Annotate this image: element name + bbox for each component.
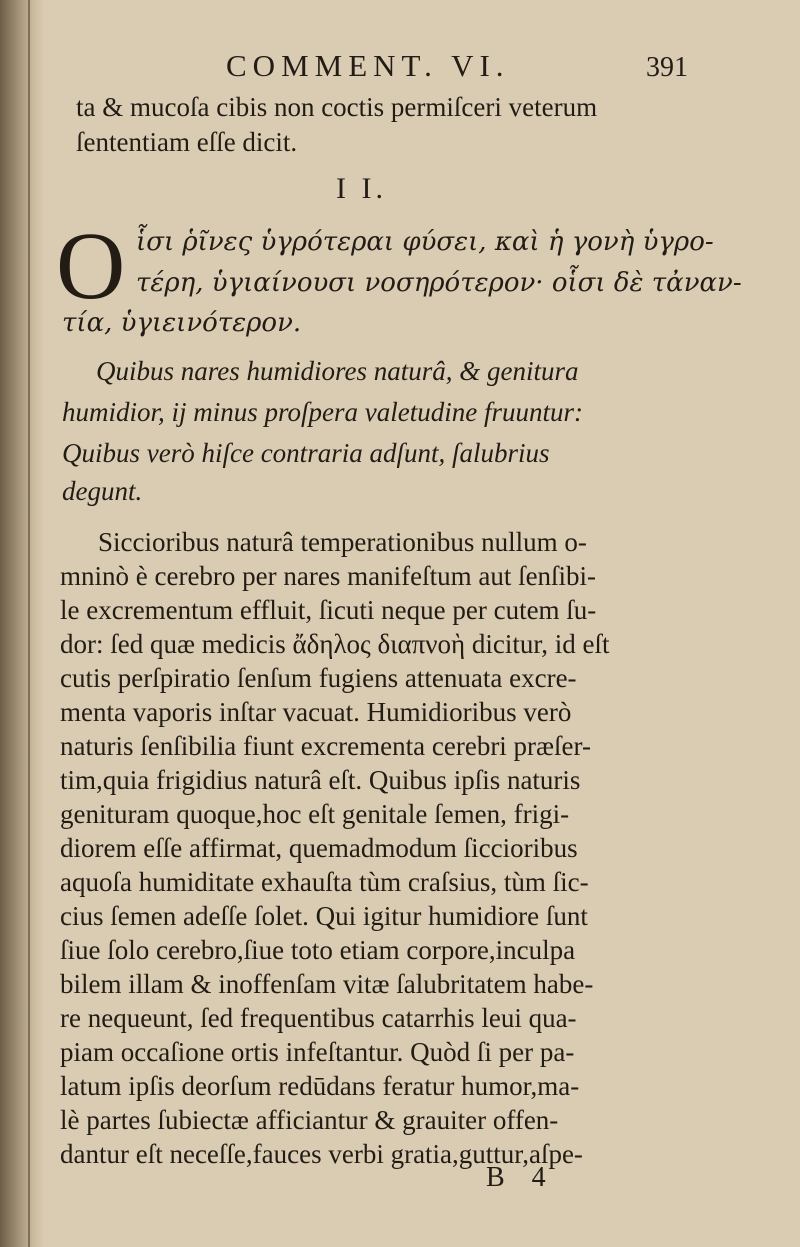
commentary-line: menta vaporis inſtar vacuat. Humidioribus verò — [60, 697, 572, 727]
running-head: COMMENT. VI. — [226, 48, 510, 83]
commentary-line: diorem eſſe affirmat, quemadmodum ſiccioribus — [60, 833, 578, 863]
book-page — [56, 40, 756, 1230]
intro-line: ſententiam eſſe dicit. — [76, 127, 298, 157]
commentary-line: lè partes ſubiectæ afficiantur & grauiter offen- — [60, 1105, 559, 1135]
gutter-edge-line — [28, 0, 30, 1247]
commentary-line: cutis perſpiratio ſenſum fugiens attenuata excre- — [60, 663, 577, 693]
commentary-line: dor: ſed quæ medicis ἄδηλος διαπνοὴ dicitur, id eſt — [60, 629, 610, 659]
signature-mark: B 4 — [486, 1162, 556, 1193]
commentary-line: ſiue ſolo cerebro,ſiue toto etiam corpore,inculpa — [60, 935, 576, 965]
greek-line: ἷσι ῥῖνες ὑγρότεραι φύσει, καὶ ἡ γονὴ ὑγρο- — [136, 227, 714, 257]
intro-line: ta & mucoſa cibis non coctis permiſceri veterum — [76, 92, 598, 122]
translation-line: humidior, ij minus proſpera valetudine fruuntur: — [62, 397, 583, 427]
greek-line: τία, ὑγιεινότερον. — [62, 308, 302, 338]
commentary-line: re nequeunt, ſed frequentibus catarrhis leui qua- — [60, 1003, 577, 1033]
commentary-line: genituram quoque,hoc eſt genitale ſemen, frigi- — [60, 799, 570, 829]
commentary-line: bilem illam & inoffenſam vitæ ſalubritatem habe- — [60, 969, 594, 999]
commentary-line: tim,quia frigidius naturâ eſt. Quibus ipſis naturis — [60, 765, 581, 795]
translation-line: degunt. — [62, 476, 143, 506]
commentary-line: le excrementum effluit, ſicuti neque per cutem ſu- — [60, 595, 597, 625]
translation-line: Quibus verò hiſce contraria adſunt, ſalubrius — [62, 438, 550, 468]
commentary-line: naturis ſenſibilia fiunt excrementa cerebri præſer- — [60, 731, 591, 761]
translation-line: Quibus nares humidiores naturâ, & genitura — [96, 356, 579, 386]
commentary-line: piam occaſione ortis infeſtantur. Quòd ſi per pa- — [60, 1037, 575, 1067]
commentary-line: dantur eſt neceſſe,fauces verbi gratia,guttur,aſpe- — [60, 1139, 583, 1169]
section-number: I I. — [336, 172, 387, 205]
book-gutter — [0, 0, 44, 1247]
commentary-line: Siccioribus naturâ temperationibus nullum o- — [98, 527, 587, 557]
commentary-line: cius ſemen adeſſe ſolet. Qui igitur humidiore ſunt — [60, 901, 588, 931]
commentary-line: aquoſa humiditate exhauſta tùm craſsius, tùm ſic- — [60, 867, 589, 897]
greek-line: τέρη, ὑγιαίνουσι νοσηρότερον· οἷσι δὲ τἀναν- — [136, 268, 742, 298]
commentary-line: latum ipſis deorſum redūdans feratur humor,ma- — [60, 1071, 580, 1101]
commentary-line: mninò è cerebro per nares manifeſtum aut ſenſibi- — [60, 561, 597, 591]
page-number: 391 — [646, 52, 688, 83]
greek-drop-cap: O — [56, 212, 126, 319]
